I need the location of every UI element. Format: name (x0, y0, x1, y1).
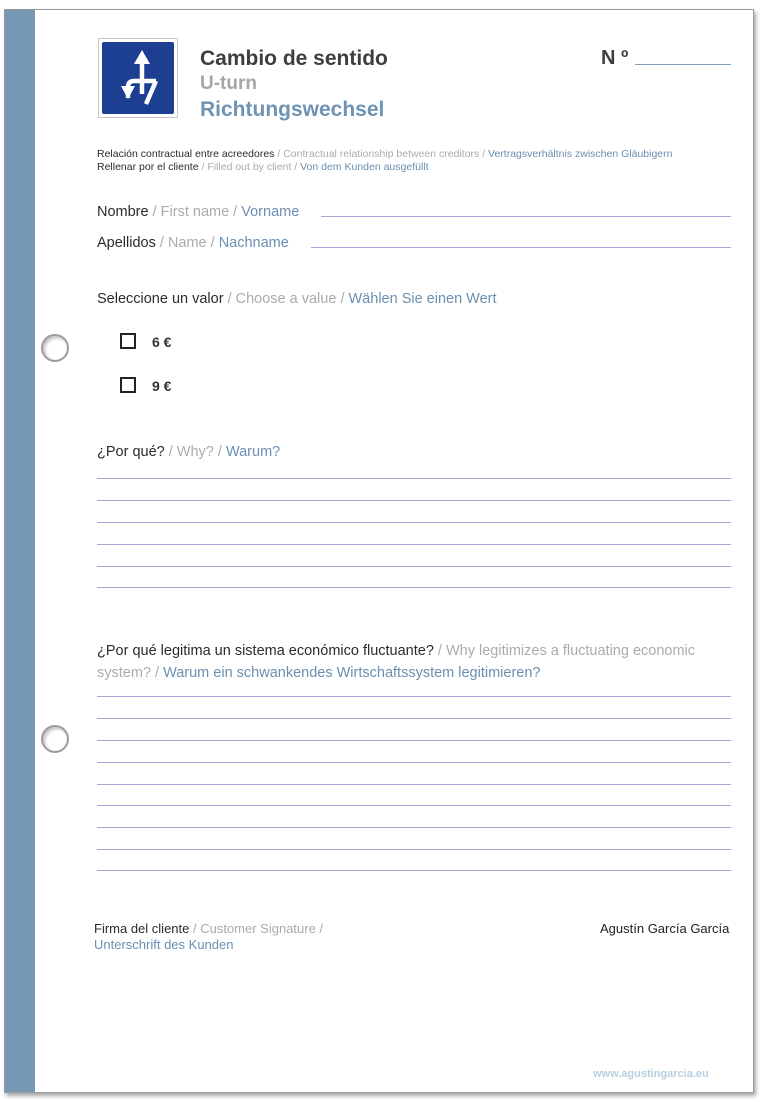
last-name-label: Apellidos / Name / Nachname (97, 235, 289, 251)
economic-answer-line[interactable] (97, 805, 731, 806)
binding-spine (5, 10, 35, 1092)
option-9-euro-label: 9 € (152, 378, 172, 394)
first-name-input-line[interactable] (321, 216, 731, 217)
title-english: U-turn (200, 73, 257, 94)
why-answer-line[interactable] (97, 587, 731, 588)
option-6-euro-label: 6 € (152, 334, 172, 350)
checkbox-6-euro[interactable] (120, 333, 136, 349)
filled-by-line: Rellenar por el cliente / Filled out by client / Von dem Kunden ausgefüllt (97, 161, 429, 173)
economic-answer-line[interactable] (97, 870, 731, 871)
economic-answer-line[interactable] (97, 784, 731, 785)
number-label: N º (601, 47, 629, 69)
economic-answer-line[interactable] (97, 718, 731, 719)
why-answer-line[interactable] (97, 522, 731, 523)
punch-hole-top (41, 334, 69, 362)
number-input-line[interactable] (635, 64, 731, 65)
why-question-label: ¿Por qué? / Why? / Warum? (97, 444, 281, 460)
economic-answer-line[interactable] (97, 849, 731, 850)
economic-system-question-label: ¿Por qué legitima un sistema económico fluctuante? / Why legitimizes a fluctuating economic system? / Warum ein schwankendes Wirtschaftssystem legitimieren? (97, 643, 696, 681)
signature-label: Firma del cliente / Customer Signature / Unterschrift des Kunden (94, 921, 324, 952)
title-spanish: Cambio de sentido (200, 47, 388, 70)
first-name-label: Nombre / First name / Vorname (97, 204, 300, 220)
form-sheet (4, 9, 754, 1093)
economic-answer-line[interactable] (97, 740, 731, 741)
economic-answer-line[interactable] (97, 762, 731, 763)
website-url[interactable]: www.agustingarcia.eu (593, 1068, 709, 1080)
punch-hole-bottom (41, 725, 69, 753)
why-answer-line[interactable] (97, 566, 731, 567)
economic-answer-line[interactable] (97, 827, 731, 828)
title-german: Richtungswechsel (200, 98, 385, 121)
why-answer-line[interactable] (97, 500, 731, 501)
u-turn-sign-icon (98, 38, 178, 118)
why-answer-line[interactable] (97, 544, 731, 545)
economic-answer-line[interactable] (97, 696, 731, 697)
checkbox-9-euro[interactable] (120, 377, 136, 393)
relationship-line: Relación contractual entre acreedores / Contractual relationship between creditors / Vertragsverhältnis zwischen Gläubigern (97, 148, 673, 160)
why-answer-line[interactable] (97, 478, 731, 479)
last-name-input-line[interactable] (311, 247, 731, 248)
author-name: Agustín García García (600, 921, 730, 936)
value-select-label: Seleccione un valor / Choose a value / Wählen Sie einen Wert (97, 291, 497, 307)
